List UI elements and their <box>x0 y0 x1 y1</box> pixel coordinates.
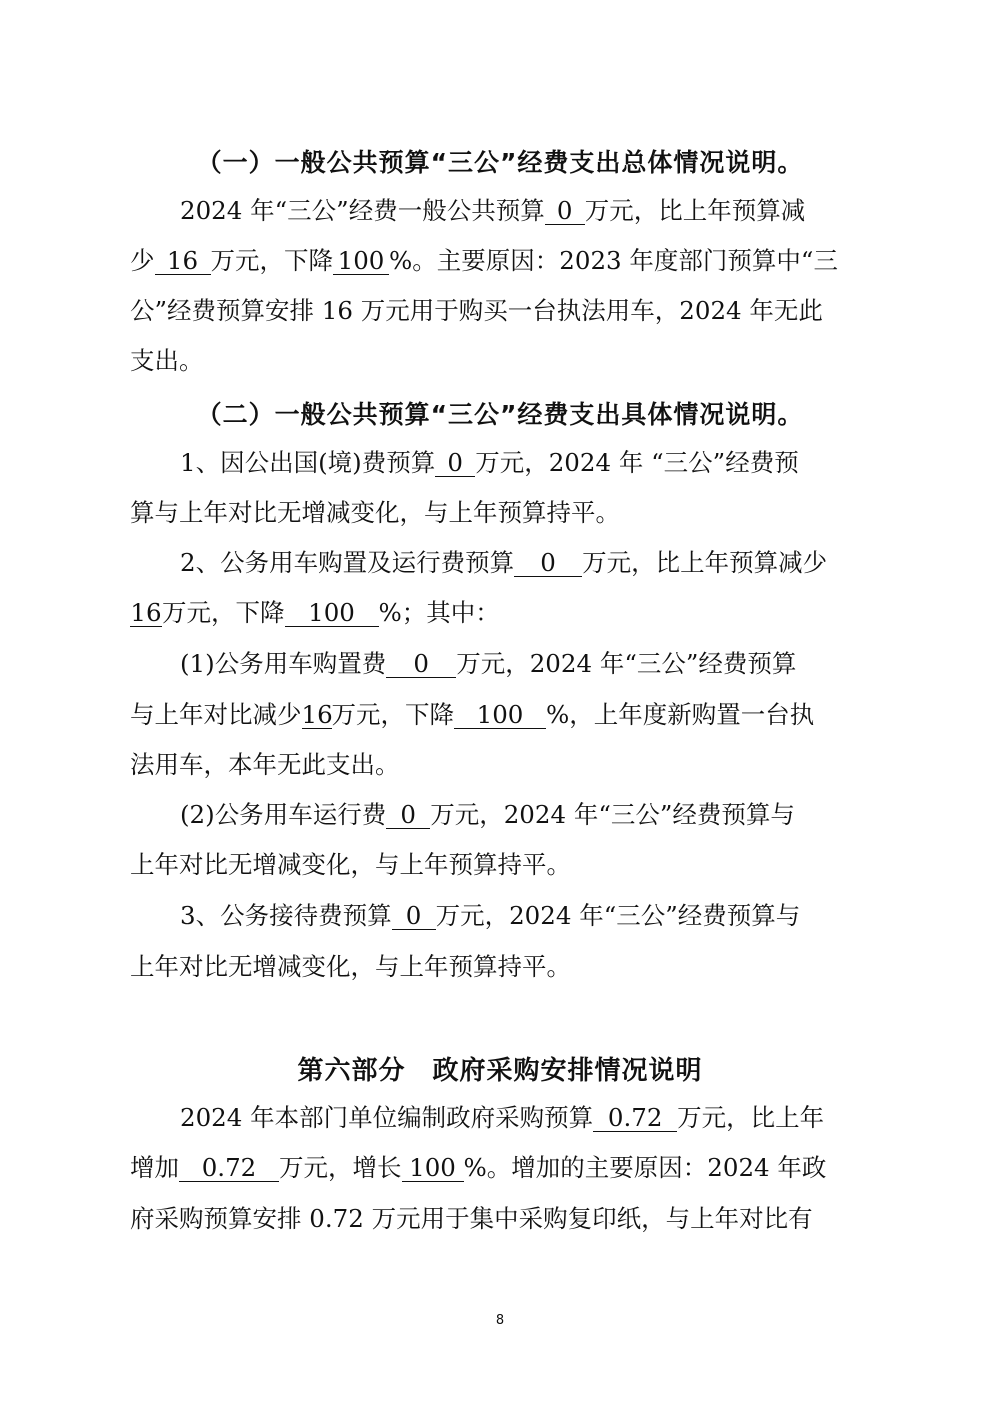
underlined-value: 0 <box>392 903 436 930</box>
underlined-value: 0 <box>386 651 456 678</box>
underlined-value: 0 <box>514 550 582 577</box>
underlined-value: 16 <box>155 248 211 275</box>
paragraph-line: 府采购预算安排 0.72 万元用于集中采购复印纸，与上年对比有 <box>130 1204 813 1233</box>
paragraph-line <box>180 648 796 680</box>
paragraph-line <box>180 900 800 932</box>
text-segment: %；其中： <box>378 598 500 627</box>
text-segment: %。主要原因：2023 年度部门预算中“三 <box>389 246 838 275</box>
paragraph-line <box>130 245 838 277</box>
text-segment: 少 <box>130 246 155 275</box>
paragraph-line <box>130 1152 826 1184</box>
underlined-value: 0.72 <box>179 1155 279 1182</box>
paragraph-line: 上年对比无增减变化，与上年预算持平。 <box>130 850 571 879</box>
text-segment: 万元，下降 <box>162 598 285 627</box>
paragraph-line: 上年对比无增减变化，与上年预算持平。 <box>130 952 571 981</box>
underlined-value: 0 <box>386 802 430 829</box>
text-segment: 万元，2024 年“三公”经费预算 <box>456 649 797 678</box>
text-segment: 2、公务用车购置及运行费预算 <box>180 548 515 577</box>
text-segment: 与上年对比减少 <box>130 700 302 729</box>
section-heading-6: 第六部分 政府采购安排情况说明 <box>297 1056 703 1086</box>
underlined-value: 16 <box>130 598 162 627</box>
paragraph-line <box>180 547 827 579</box>
text-segment: %。增加的主要原因：2024 年政 <box>463 1153 827 1182</box>
paragraph-line <box>180 799 795 831</box>
page-number: 8 <box>495 1313 505 1328</box>
paragraph-line: 法用车，本年无此支出。 <box>130 750 400 779</box>
paragraph-line: 支出。 <box>130 346 204 375</box>
paragraph-line <box>130 597 500 629</box>
paragraph-line: 公”经费预算安排 16 万元用于购买一台执法用车，2024 年无此 <box>130 296 823 325</box>
section-heading-2: （二）一般公共预算“三公”经费支出具体情况说明。 <box>196 400 804 429</box>
text-segment: 万元，比上年预算减 <box>584 196 806 225</box>
text-segment: %，上年度新购置一台执 <box>546 700 815 729</box>
text-segment: 万元，下降 <box>210 246 333 275</box>
text-segment: 2024 年“三公”经费一般公共预算 <box>180 196 545 225</box>
underlined-value: 0 <box>545 198 585 225</box>
text-segment: (1)公务用车购置费 <box>180 649 387 678</box>
underlined-value: 100 <box>285 600 379 627</box>
text-segment: 万元，2024 年 “三公”经费预 <box>475 448 799 477</box>
paragraph-line <box>180 195 805 227</box>
text-segment: 万元，2024 年“三公”经费预算与 <box>435 901 801 930</box>
paragraph-line <box>180 447 799 479</box>
text-segment: (2)公务用车运行费 <box>180 800 387 829</box>
underlined-value: 0.72 <box>593 1105 677 1132</box>
paragraph-line <box>130 699 814 731</box>
text-segment: 万元，比上年预算减少 <box>582 548 828 577</box>
paragraph-line: 算与上年对比无增减变化，与上年预算持平。 <box>130 498 620 527</box>
paragraph-line <box>180 1102 824 1134</box>
underlined-value: 100 <box>454 702 546 729</box>
text-segment: 3、公务接待费预算 <box>180 901 392 930</box>
underlined-value: 100 <box>402 1155 464 1182</box>
section-heading-1: （一）一般公共预算“三公”经费支出总体情况说明。 <box>196 148 804 177</box>
underlined-value: 16 <box>301 700 333 729</box>
text-segment: 万元，比上年 <box>677 1103 825 1132</box>
text-segment: 1、因公出国(境)费预算 <box>180 448 436 477</box>
underlined-value: 100 <box>333 248 389 275</box>
text-segment: 万元，2024 年“三公”经费预算与 <box>430 800 795 829</box>
text-segment: 万元，增长 <box>279 1153 402 1182</box>
text-segment: 2024 年本部门单位编制政府采购预算 <box>180 1103 594 1132</box>
underlined-value: 0 <box>435 450 475 477</box>
text-segment: 万元，下降 <box>331 700 454 729</box>
text-segment: 增加 <box>130 1153 179 1182</box>
